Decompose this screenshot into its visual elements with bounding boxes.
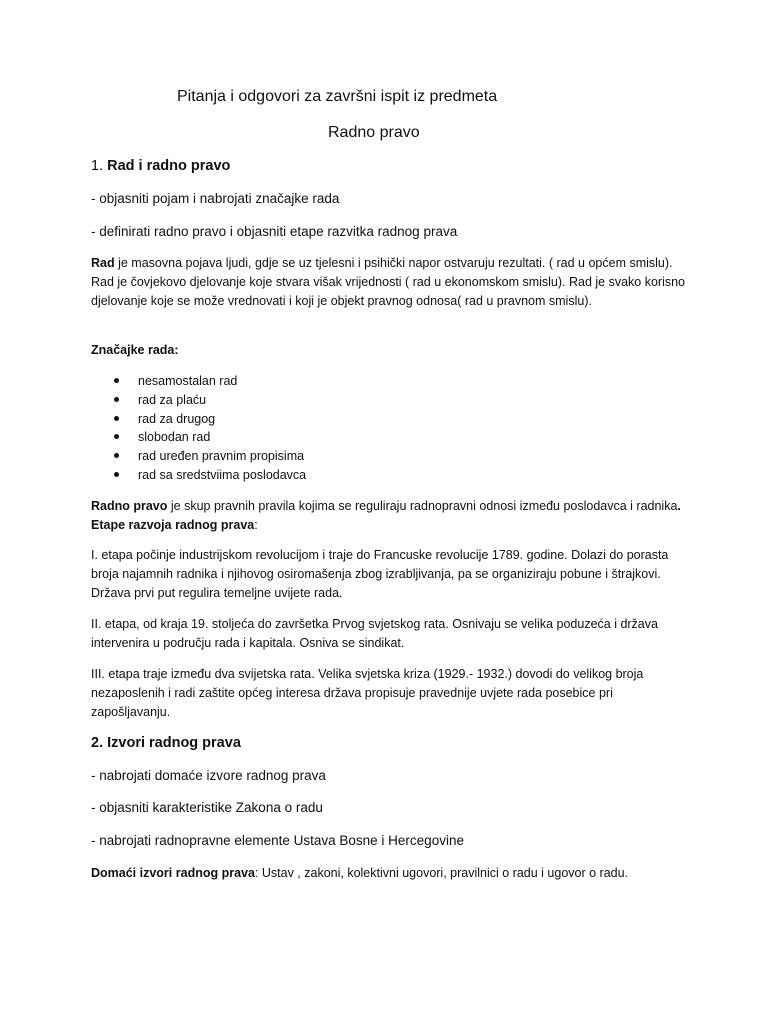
paragraph-rad-definition xyxy=(91,254,691,311)
section-1-question-1: - objasniti pojam i nabrojati značajke rada xyxy=(91,191,340,206)
section-1-title: Rad i radno pravo xyxy=(107,158,231,174)
document-title: Pitanja i odgovori za završni ispit iz predmeta xyxy=(177,88,498,105)
features-heading: Značajke rada: xyxy=(91,343,179,357)
list-item: rad za plaću xyxy=(110,391,306,410)
section-2-heading xyxy=(91,735,691,751)
paragraph-etapa-2: II. etapa, od kraja 19. stoljeća do završetka Prvog svjetskog rata. Osnivaju se velika poduzeća i država intervenira u području rada i kapitala. Osniva se sindikat. xyxy=(91,617,658,650)
section-2-question-3: - nabrojati radnopravne elemente Ustava Bosne i Hercegovine xyxy=(91,833,464,848)
paragraph-etapa-3: III. etapa traje između dva svijetska rata. Velika svjetska kriza (1929.- 1932.) dovodi do velikog broja nezaposlenih i radi zaštite općeg interesa država propisuje pravednije uvjete rada posebice pri zapošljavanju. xyxy=(91,667,644,719)
term-radno-pravo: Radno pravo xyxy=(91,499,168,513)
paragraph-radno-pravo: Radno pravo je skup pravnih pravila kojima se reguliraju radnopravni odnosi između poslodavca i radnika. Etape razvoja radnog prava: xyxy=(91,499,681,532)
list-item: nesamostalan rad xyxy=(110,372,306,391)
document-subtitle: Radno pravo xyxy=(328,124,420,141)
section-2-question-2: - objasniti karakteristike Zakona o radu xyxy=(91,800,323,815)
section-2-title: 2. Izvori radnog prava xyxy=(91,735,241,751)
list-item: rad sa sredstviima poslodavca xyxy=(110,466,306,485)
section-1-heading xyxy=(91,158,691,174)
term-etape: . Etape razvoja radnog prava xyxy=(91,499,681,532)
term-rad: Rad xyxy=(91,256,115,270)
features-list xyxy=(110,372,306,485)
section-1-number: 1. xyxy=(91,158,104,174)
term-domaci-izvori: Domaći izvori radnog prava xyxy=(91,866,255,880)
rad-definition-text: je masovna pojava ljudi, gdje se uz tjelesni i psihički napor ostvaruju rezultati. ( rad u općem smislu). Rad je čovjekovo djelovanje koje stvara višak vrijednosti ( rad u ekonomskom smislu). Rad je svako korisno djelovanje koje se može vrednovati i koji je objekt pravnog odnosa( rad u pravnom smislu). xyxy=(91,256,686,308)
list-item: slobodan rad xyxy=(110,428,306,447)
paragraph-domaci-izvori: Domaći izvori radnog prava: Ustav , zakoni, kolektivni ugovori, pravilnici o radu i ugovor o radu. xyxy=(91,866,629,880)
list-item: rad za drugog xyxy=(110,410,306,429)
section-1-question-2: - definirati radno pravo i objasniti etape razvitka radnog prava xyxy=(91,224,458,239)
paragraph-etapa-1: I. etapa počinje industrijskom revolucijom i traje do Francuske revolucije 1789. godine. Dolazi do porasta broja najamnih radnika i njihovog osiromašenja zbog izrabljivanja, pa se organiziraju pobune i štrajkovi. Država prvi put regulira temeljne uvijete rada. xyxy=(91,548,669,600)
list-item: rad uređen pravnim propisima xyxy=(110,447,306,466)
section-2-question-1: - nabrojati domaće izvore radnog prava xyxy=(91,768,326,783)
